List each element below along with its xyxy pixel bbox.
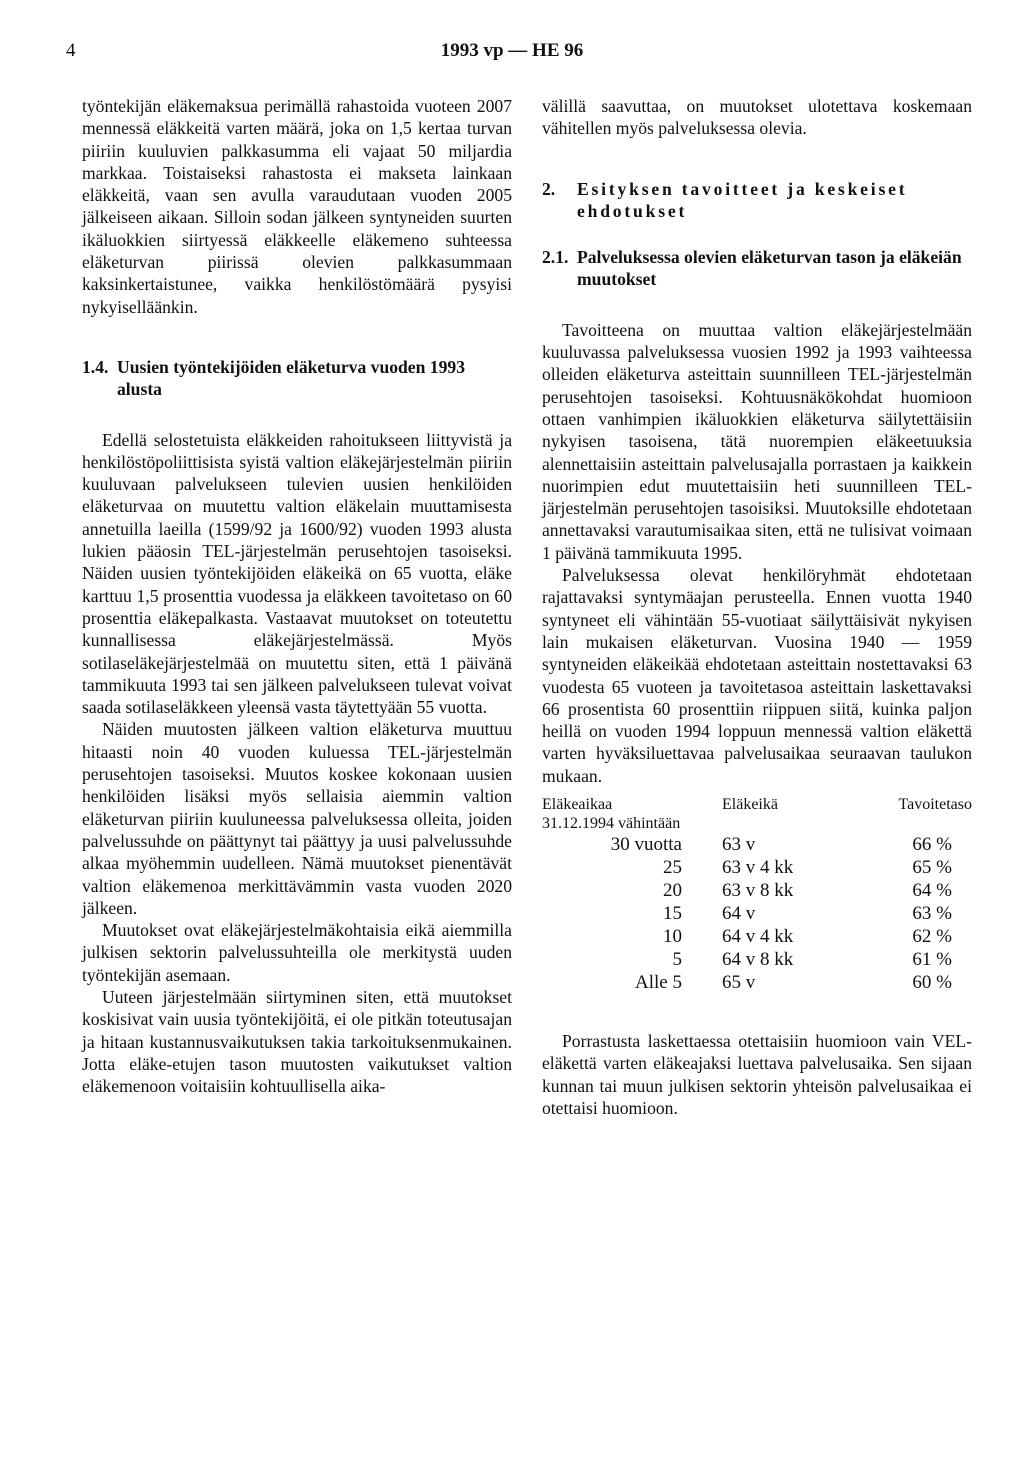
page-number: 4 bbox=[66, 40, 76, 61]
cell-target: 62 % bbox=[912, 926, 952, 948]
section-heading-1-4 bbox=[82, 356, 512, 401]
pension-table bbox=[542, 795, 972, 994]
cell-service: 25 bbox=[663, 857, 682, 879]
right-column bbox=[542, 95, 972, 1119]
heading-number: 2. bbox=[542, 178, 556, 199]
heading-text: Uusien työntekijöiden eläketurva vuoden 1993 alusta bbox=[117, 356, 465, 400]
cell-service: 15 bbox=[663, 903, 682, 925]
cell-service: 30 vuotta bbox=[610, 834, 682, 856]
cell-service: 10 bbox=[663, 926, 682, 948]
paragraph: työntekijän eläkemaksua perimällä rahastoida vuoteen 2007 mennessä eläkkeitä varten määrä, joka on 1,5 kertaa turvan piiriin kuuluvien palkkasumma eli vajaat 50 miljardia markkaa. Toistaiseksi rahastosta ei makseta lainkaan eläkkeitä, vaan sen avulla varaudutaan vuoden 2005 jälkeiseen aikaan. Silloin sodan jälkeen syntyneiden suurten ikäluokkien siirtyessä eläkkeelle eläkemeno suhteessa eläketurvan piirissä olevien palkkasummaan kaksinkertaistunee, vaikka henkilöstömäärä pysyisi nykyiselläänkin. bbox=[82, 96, 512, 317]
table-header-retirement-age: Eläkeikä bbox=[722, 796, 778, 814]
cell-target: 63 % bbox=[912, 903, 952, 925]
left-column bbox=[82, 95, 512, 1097]
cell-target: 65 % bbox=[912, 857, 952, 879]
paragraph: Uuteen järjestelmään siirtyminen siten, että muutokset koskisivat vain uusia työntekijöitä, ei ole pitkän toteutusajan ja hitaan kustannusvaikutuksen takia tarkoituksenmukainen. Jotta eläke-etujen tason muutosten vaikutukset valtion eläkemenoon voitaisiin kohtuullisella aika- bbox=[82, 986, 512, 1097]
paragraph: Porrastusta laskettaessa otettaisiin huomioon vain VEL-eläkettä varten eläkeajaksi luettava palvelusaika. Sen sijaan kunnan tai muun julkisen sektorin yhteisön palvelusaikaa ei otettaisi huomioon. bbox=[542, 1031, 972, 1118]
heading-text: Palveluksessa olevien eläketurvan tason ja eläkeiän muutokset bbox=[577, 247, 962, 290]
cell-age: 64 v 8 kk bbox=[722, 949, 794, 971]
table-header-target-level: Tavoitetaso bbox=[898, 796, 972, 814]
cell-target: 60 % bbox=[912, 972, 952, 994]
paragraph: Tavoitteena on muuttaa valtion eläkejärjestelmään kuuluvassa palveluksessa vuosien 1992 ja 1993 vaihteessa olleiden eläketurva asteittain suunnilleen TEL-järjestelmän perusehtojen tasoiseksi. Kohtuusnäkökohdat huomioon ottaen vanhimpien ikäluokkien eläketurva säilytettäisiin nykyisen tasoisena, tätä nuorempien eläkeetuuksia alennettaisiin asteittain palvelusajalla porrastaen ja kaikkein nuorimpien edut muutettaisiin heti suunnilleen TEL-järjestelmän perusehtojen tasoisiksi. Muutoksille ehdotetaan annettavaksi varautumisaikaa siten, että ne tulisivat voimaan 1 päivänä tammikuuta 1995. bbox=[542, 319, 972, 563]
paragraph: Muutokset ovat eläkejärjestelmäkohtaisia eikä aiemmilla julkisen sektorin palvelussuhteilla ole merkitystä uuden työntekijän asemaan. bbox=[82, 920, 512, 985]
cell-age: 64 v bbox=[722, 903, 756, 925]
table-row bbox=[542, 879, 972, 902]
cell-target: 61 % bbox=[912, 949, 952, 971]
cell-service: 20 bbox=[663, 880, 682, 902]
table-row bbox=[542, 902, 972, 925]
table-row bbox=[542, 948, 972, 971]
cell-target: 66 % bbox=[912, 834, 952, 856]
heading-number: 2.1. bbox=[542, 247, 569, 268]
cell-age: 63 v bbox=[722, 834, 756, 856]
table-row bbox=[542, 971, 972, 994]
paragraph: Edellä selostetuista eläkkeiden rahoitukseen liittyvistä ja henkilöstöpoliittisista syistä valtion eläkejärjestelmän piiriin kuuluvaan palvelukseen tulevien uusien henkilöiden eläketurvaa on muutettu valtion eläkelain muuttamisesta annetuilla laeilla (1599/92 ja 1600/92) vuoden 1993 alusta lukien pääosin TEL-järjestelmän perusehtojen tasoiseksi. Näiden uusien työntekijöiden eläkeikä on 65 vuotta, eläke karttuu 1,5 prosenttia vuodessa ja eläkkeen tavoitetaso on 60 prosenttia eläkepalkasta. Vastaavat muutokset on toteutettu kunnallisessa eläkejärjestelmässä. Myös sotilaseläkejärjestelmää on muutettu siten, että 1 päivänä tammikuuta 1993 tai sen jälkeen palvelukseen tulevat voivat saada sotilaseläkkeen yleensä vasta täytettyään 55 vuotta. bbox=[82, 429, 512, 718]
table-row bbox=[542, 833, 972, 856]
cell-age: 63 v 8 kk bbox=[722, 880, 794, 902]
table-header-service-time: Eläkeaikaa 31.12.1994 vähintään bbox=[542, 796, 681, 833]
table-row bbox=[542, 925, 972, 948]
heading-text: Esityksen tavoitteet ja keskeiset ehdotukset bbox=[577, 178, 908, 221]
cell-age: 64 v 4 kk bbox=[722, 926, 794, 948]
section-heading-2-1 bbox=[542, 246, 972, 291]
running-head: 1993 vp — HE 96 bbox=[440, 40, 584, 61]
page-header bbox=[0, 40, 1024, 70]
heading-number: 1.4. bbox=[82, 356, 109, 377]
cell-service: 5 bbox=[672, 949, 682, 971]
section-heading-2 bbox=[542, 178, 972, 223]
cell-target: 64 % bbox=[912, 880, 952, 902]
paragraph: Palveluksessa olevat henkilöryhmät ehdotetaan rajattavaksi syntymäajan perusteella. Ennen vuotta 1940 syntyneet eli vähintään 55-vuotiaat säilyttäisivät nykyisen lain mukaisen eläketurvan. Vuosina 1940 — 1959 syntyneiden eläkeikää ehdotetaan asteittain nostettavaksi 63 vuodesta 65 vuoteen ja tavoitetasoa asteittain laskettavaksi 66 prosentista 60 prosenttiin riippuen siitä, kuinka paljon heillä on vuoden 1994 loppuun mennessä valtion eläkettä varten hyväksiluettavaa palvelusaikaa seuraavan taulukon mukaan. bbox=[542, 565, 972, 786]
cell-age: 65 v bbox=[722, 972, 756, 994]
table-row bbox=[542, 856, 972, 879]
cell-age: 63 v 4 kk bbox=[722, 857, 794, 879]
paragraph: välillä saavuttaa, on muutokset ulotettava koskemaan vähitellen myös palveluksessa olevia. bbox=[542, 96, 972, 139]
cell-service: Alle 5 bbox=[635, 972, 682, 994]
paragraph: Näiden muutosten jälkeen valtion eläketurva muuttuu hitaasti noin 40 vuoden kuluessa TEL-järjestelmän perusehtojen tasoiseksi. Muutos koskee kokonaan uusien henkilöiden lisäksi myös sellaisia aiemmin valtion eläketurvan piiriin kuuluneessa palveluksessa olleita, joiden palvelussuhde on päättynyt tai päättyy ja uusi palvelussuhde alkaa myöhemmin uudelleen. Nämä muutokset pienentävät valtion eläkemenoa merkittävämmin vasta vuoden 2020 jälkeen. bbox=[82, 719, 512, 918]
